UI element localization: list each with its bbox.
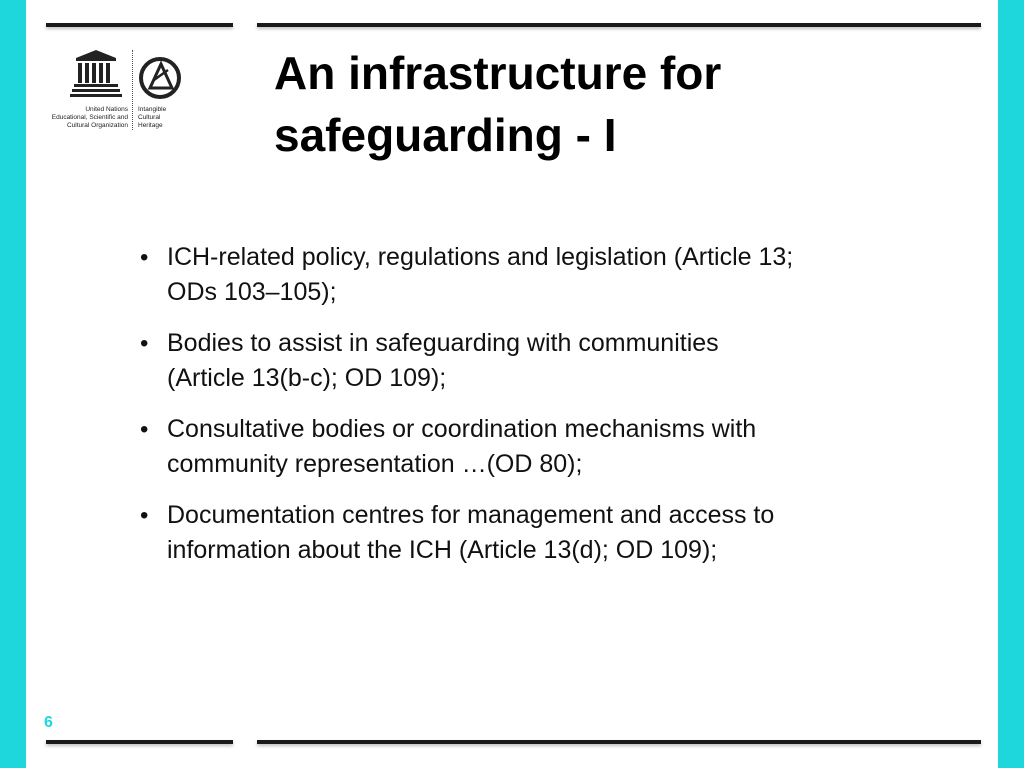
left-accent-bar [0, 0, 26, 768]
bullet-text-line: ICH-related policy, regulations and legislation (Article 13; [167, 243, 794, 271]
caption-line: Heritage [138, 122, 163, 129]
bullet-icon: • [140, 330, 149, 357]
bullet-list [140, 240, 900, 584]
bullet-text-line: Documentation centres for management and access to [167, 501, 775, 529]
page-number: 6 [44, 714, 53, 731]
caption-line: Cultural Organization [66, 122, 128, 129]
bullet-text-line: (Article 13(b-c); OD 109); [167, 364, 447, 392]
bullet-text-line: information about the ICH (Article 13(d); OD 109); [167, 536, 718, 564]
unesco-ich-logo [44, 48, 194, 138]
top-rule-right [257, 23, 981, 27]
caption-line: United Nations [85, 106, 128, 113]
bullet-text-line: community representation …(OD 80); [167, 450, 583, 478]
title-line-2: safeguarding - I [274, 109, 617, 161]
bullet-icon: • [140, 416, 149, 443]
ich-emblem-icon [141, 59, 179, 97]
bullet-icon: • [140, 244, 149, 271]
bullet-item [140, 326, 900, 396]
caption-line: Educational, Scientific and [51, 114, 128, 121]
slide-title [274, 42, 914, 166]
unesco-caption [44, 106, 128, 130]
bullet-text-line: Bodies to assist in safeguarding with communities [167, 329, 719, 357]
caption-line: Cultural [138, 114, 161, 121]
caption-line: Intangible [138, 106, 167, 113]
bullet-text-line: ODs 103–105); [167, 278, 337, 306]
bottom-rule-right [257, 740, 981, 744]
title-line-1: An infrastructure for [274, 47, 722, 99]
bullet-item [140, 412, 900, 482]
right-accent-bar [998, 0, 1024, 768]
bullet-text-line: Consultative bodies or coordination mechanisms with [167, 415, 757, 443]
bullet-item [140, 240, 900, 310]
bottom-rule-left [46, 740, 233, 744]
bullet-icon: • [140, 502, 149, 529]
bullet-item [140, 498, 900, 568]
logo-divider [132, 50, 133, 130]
ich-caption [138, 106, 194, 130]
top-rule-left [46, 23, 233, 27]
